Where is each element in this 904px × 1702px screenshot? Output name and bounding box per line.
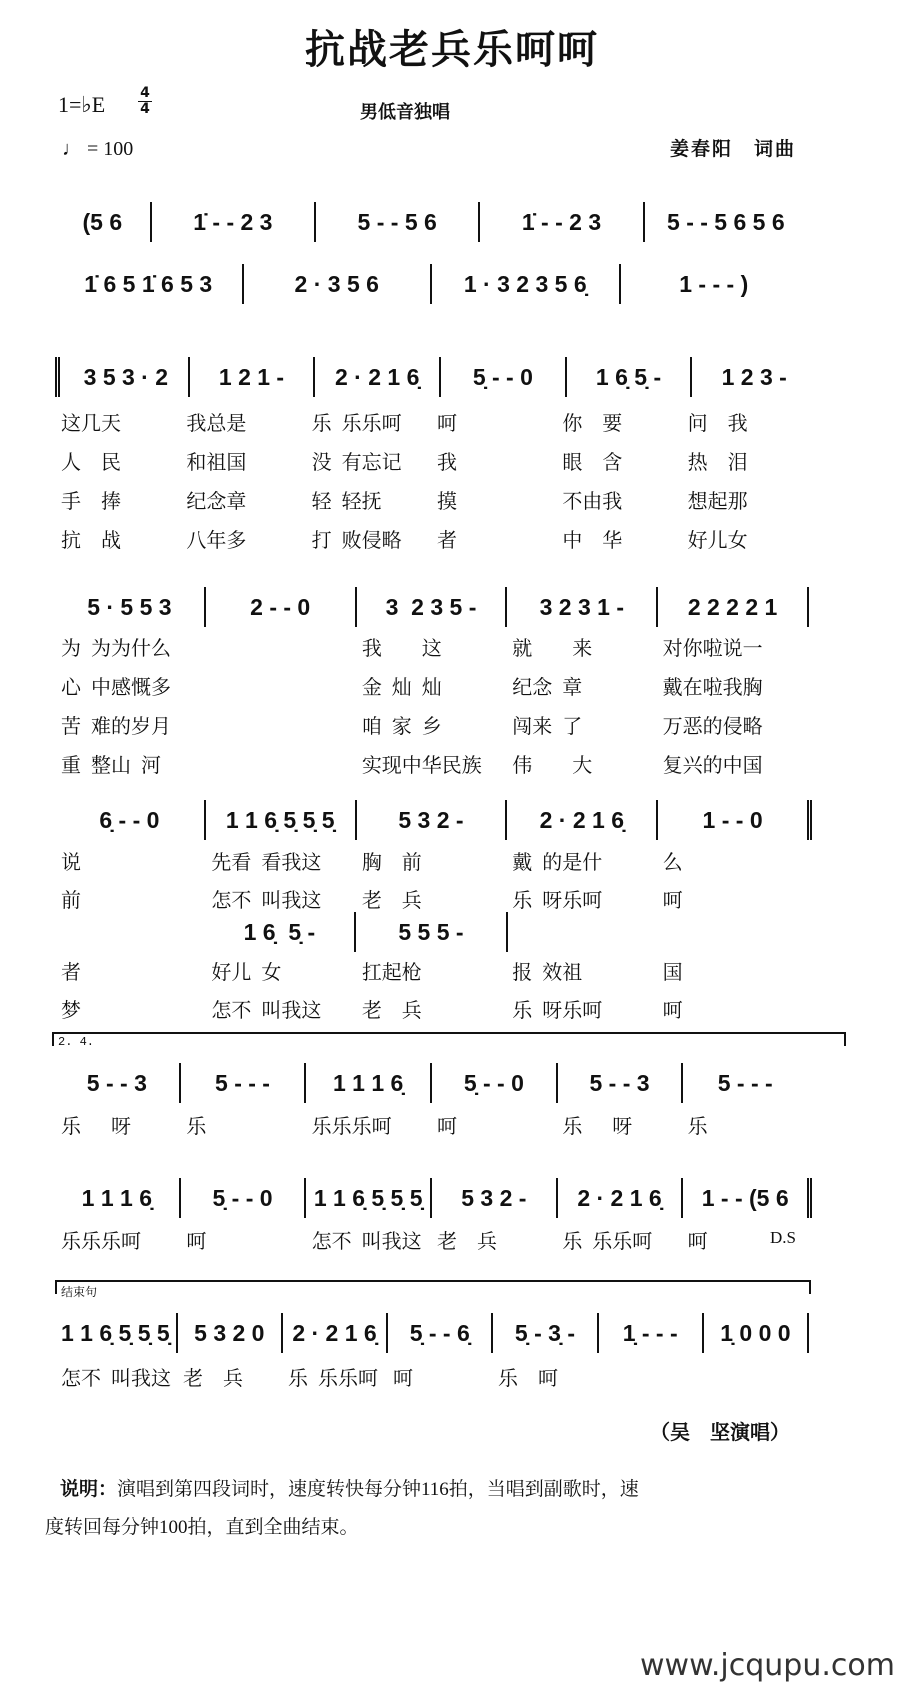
measure: 5 - - - [179, 1063, 305, 1103]
lyric-segment: 我 [436, 451, 457, 474]
lyric-segment: 说 [61, 851, 81, 874]
time-signature [138, 86, 152, 117]
lyric-segment: 老 兵 [183, 1367, 243, 1390]
measure: 1 - - - ) [619, 264, 808, 304]
lyric-segment: 怎不 叫我这 [61, 1367, 171, 1390]
measure: 1 - - 0 [656, 800, 807, 840]
lyric-segment: 复兴的中国 [662, 754, 763, 777]
lyric-segment: 先看 看我这 [211, 851, 322, 874]
lyric-segment: 老 兵 [436, 1230, 497, 1253]
measure [506, 912, 658, 952]
lyric-segment: 心 中感慨多 [61, 676, 171, 699]
notation-row [55, 1178, 812, 1218]
lyric-segment: 中 华 [562, 529, 623, 552]
lyrics-line [55, 442, 807, 478]
measure: 1 1 1 6̣ [81, 1184, 152, 1211]
performance-note-line-1 [60, 1474, 840, 1501]
lyrics-line [55, 628, 807, 664]
lyric-segment: 老 兵 [361, 999, 422, 1022]
lyric-segment: 摸 [436, 490, 457, 513]
measure: 1̣ - - - [597, 1313, 702, 1353]
measure: 3 2 3 5 - [355, 587, 506, 627]
lyrics-line [55, 667, 807, 703]
lyric-segment: 想起那 [687, 490, 748, 513]
measure [55, 912, 205, 952]
measure: 5 - - 5 6 [314, 202, 478, 242]
lyric-segment: 眼 含 [562, 451, 623, 474]
lyric-segment: 对你啦说一 [662, 637, 763, 660]
lyric-segment: 乐 呵 [498, 1367, 558, 1390]
lyrics-line [55, 952, 807, 988]
lyric-segment [205, 745, 355, 781]
lyric-segment: 呵 [687, 1230, 708, 1253]
lyric-segment: 乐 乐乐呵 [562, 1230, 653, 1253]
lyric-segment: 者 [436, 529, 457, 552]
lyric-segment: 伟 大 [512, 754, 593, 777]
lyric-segment: 好儿女 [687, 529, 748, 552]
measure: 3 5 3 · 2 [83, 363, 169, 390]
lyric-segment: 前 [61, 889, 81, 912]
measure: 2 · 2 1 6̣ [556, 1178, 682, 1218]
lyric-segment: 我总是 [186, 412, 247, 435]
lyric-segment: 金 灿 灿 [361, 676, 442, 699]
lyric-segment: 手 捧 [61, 490, 121, 513]
tempo-marking: ♩ = 100 [62, 138, 134, 160]
lyric-segment: 人 民 [61, 451, 121, 474]
lyric-segment: 扛起枪 [361, 961, 422, 984]
measure: 5 3 2 - [355, 800, 506, 840]
measure: 1 1 6̣ 5̣ 5̣ 5̣ [304, 1178, 430, 1218]
measure: 2 · 2 1 6̣ [313, 357, 439, 397]
measure: 5̣ - - 0 [179, 1178, 305, 1218]
volta-label: 2. 4. [58, 1035, 95, 1049]
measure: 6̣ - - 0 [99, 806, 160, 833]
lyric-segment: 戴在啦我胸 [662, 676, 763, 699]
measure: 1̇ - - 2 3 [150, 202, 314, 242]
lyric-segment: 没 有忘记 [311, 451, 402, 474]
lyric-segment: 纪念章 [186, 490, 247, 513]
lyric-segment: 这几天 [61, 412, 121, 435]
lyric-segment: 实现中华民族 [361, 754, 482, 777]
lyric-segment: 纪念 章 [512, 676, 583, 699]
lyric-segment: 呵 [662, 889, 683, 912]
lyric-segment: 不由我 [562, 490, 623, 513]
measure: 5̣ - - 6̣ [386, 1313, 491, 1353]
lyrics-line [55, 842, 807, 878]
lyrics-line [55, 880, 807, 916]
lyric-segment: 呵 [436, 1115, 457, 1138]
lyric-segment: 热 泪 [687, 451, 748, 474]
lyric-segment: 么 [662, 851, 683, 874]
volta-label: 结束句 [61, 1286, 98, 1300]
lyric-segment: 呵 [186, 1230, 207, 1253]
measure: 5̣ - - 0 [439, 357, 565, 397]
lyric-segment [597, 1358, 702, 1394]
measure [657, 912, 807, 952]
performance-note-line-2: 度转回每分钟100拍，直到全曲结束。 [45, 1517, 359, 1538]
notation-row [55, 587, 809, 627]
lyric-segment [205, 706, 355, 742]
key-signature: 1=♭E [58, 92, 106, 117]
measure: 2 · 2 1 6̣ [281, 1313, 386, 1353]
measure: 5 3 2 - [430, 1178, 556, 1218]
measure: 1 · 3 2 3 5 6̣ [430, 264, 619, 304]
lyric-segment: 乐 [186, 1115, 207, 1138]
lyric-segment: 胸 前 [361, 851, 422, 874]
lyric-segment: 怎不 叫我这 [311, 1230, 422, 1253]
lyric-segment: 就 来 [512, 637, 593, 660]
lyric-segment [205, 628, 355, 664]
subtitle: 男低音独唱 [360, 102, 450, 123]
volta-bracket [52, 1032, 846, 1046]
measure: 1 6̣ 5̣ - [565, 357, 691, 397]
lyrics-line [55, 403, 807, 439]
notation-row [55, 1063, 807, 1103]
lyrics-line [55, 1106, 807, 1142]
lyric-segment: 为 为为什么 [61, 637, 171, 660]
measure: 1̇ - - 2 3 [478, 202, 642, 242]
lyric-segment: 呵 [436, 412, 457, 435]
measure: 2 · 3 5 6 [242, 264, 431, 304]
lyric-segment: 咱 家 乡 [361, 715, 442, 738]
lyric-segment: 梦 [61, 999, 81, 1022]
lyric-segment: 乐 呀 [61, 1115, 131, 1138]
lyric-segment: 乐 呀乐呵 [512, 999, 603, 1022]
song-title: 抗战老兵乐呵呵 [305, 27, 599, 73]
watermark: www.jcqupu.com [640, 1648, 895, 1683]
notation-row [55, 264, 807, 304]
measure: 1 2 3 - [690, 357, 816, 397]
lyric-segment [702, 1358, 807, 1394]
lyric-segment: 八年多 [186, 529, 247, 552]
measure: 3 2 3 1 - [505, 587, 656, 627]
notation-row [55, 357, 816, 397]
volta-bracket [55, 1280, 811, 1294]
measure: 1 2 1 - [188, 357, 314, 397]
measure: 1̣ 0 0 0 [702, 1313, 807, 1353]
lyric-segment: 呵 [393, 1367, 413, 1390]
measure: 5 5 5 - [354, 912, 506, 952]
measure: 1 - - (5 6 [681, 1178, 807, 1218]
lyric-segment: 乐 乐乐呵 [288, 1367, 378, 1390]
time-signature-top: 4 [140, 85, 150, 101]
lyric-segment: 怎不 叫我这 [211, 999, 322, 1022]
lyric-segment: 轻 轻抚 [311, 490, 382, 513]
measure: 5 3 2 0 [176, 1313, 281, 1353]
measure: 1 1 6̣ 5̣ 5̣ 5̣ [61, 1319, 170, 1346]
measure: 2 - - 0 [204, 587, 355, 627]
performance-note-label: 说明： [60, 1479, 118, 1500]
lyric-segment: 苦 难的岁月 [61, 715, 171, 738]
measure: 2 2 2 2 1 [656, 587, 807, 627]
lyric-segment: 抗 战 [61, 529, 121, 552]
dal-segno-marking: D.S [770, 1228, 796, 1247]
measure: 5̣ - - 0 [430, 1063, 556, 1103]
measure: 5̣ - 3̣ - [491, 1313, 596, 1353]
lyrics-line [55, 706, 807, 742]
measure: 5 - - 5 6 5 6 [643, 202, 807, 242]
lyric-segment: 报 效祖 [512, 961, 583, 984]
measure: 5 - - 3 [556, 1063, 682, 1103]
lyric-segment: 老 兵 [361, 889, 422, 912]
lyric-segment: 乐 呀 [562, 1115, 633, 1138]
singer-credit: （吴 坚演唱） [650, 1420, 790, 1444]
lyrics-line [55, 520, 807, 556]
lyric-segment [205, 667, 355, 703]
measure: 2 · 2 1 6̣ [505, 800, 656, 840]
lyric-segment: 闯来 了 [512, 715, 583, 738]
measure: 5 - - 3 [86, 1069, 147, 1096]
lyric-segment: 乐乐乐呵 [311, 1115, 392, 1138]
measure: 5 - - - [681, 1063, 807, 1103]
lyric-segment: 乐乐乐呵 [61, 1230, 141, 1253]
measure: 5 · 5 5 3 [87, 593, 172, 620]
composer-credit: 姜春阳 词曲 [670, 138, 797, 160]
measure: 1 1 6̣ 5̣ 5̣ 5̣ [204, 800, 355, 840]
measure: 1 6̣ 5̣ - [243, 918, 316, 945]
lyric-segment: 我 这 [361, 637, 442, 660]
lyric-segment: 国 [662, 961, 683, 984]
lyric-segment: 你 要 [562, 412, 623, 435]
alternate-notation-row [55, 912, 807, 952]
lyric-segment: 怎不 叫我这 [211, 889, 322, 912]
notation-row [55, 202, 807, 242]
lyrics-line [55, 990, 807, 1026]
lyric-segment: 乐 呀乐呵 [512, 889, 603, 912]
lyric-segment: 乐 乐乐呵 [311, 412, 402, 435]
lyric-segment: 戴 的是什 [512, 851, 603, 874]
lyric-segment: 者 [61, 961, 81, 984]
lyric-segment: 和祖国 [186, 451, 247, 474]
performance-note-text: 演唱到第四段词时，速度转快每分钟116拍，当唱到副歌时，速 [117, 1479, 639, 1500]
lyric-segment: 重 整山 河 [61, 754, 161, 777]
measure: (5 6 [82, 208, 123, 235]
lyric-segment: 万恶的侵略 [662, 715, 763, 738]
lyric-segment: 呵 [662, 999, 683, 1022]
notation-row [55, 1313, 809, 1353]
lyric-segment: 问 我 [687, 412, 748, 435]
lyrics-line [55, 1221, 807, 1257]
lyric-segment: 打 败侵略 [311, 529, 402, 552]
lyric-segment: 好儿 女 [211, 961, 282, 984]
lyrics-line [55, 745, 807, 781]
measure: 1 1 1 6̣ [304, 1063, 430, 1103]
notation-row [55, 800, 812, 840]
lyrics-line [55, 1358, 807, 1394]
measure: 1̇ 6 5 1̇ 6 5 3 [84, 270, 213, 297]
lyrics-line [55, 481, 807, 517]
lyric-segment: 乐 [687, 1115, 708, 1138]
time-signature-bottom: 4 [140, 101, 150, 117]
